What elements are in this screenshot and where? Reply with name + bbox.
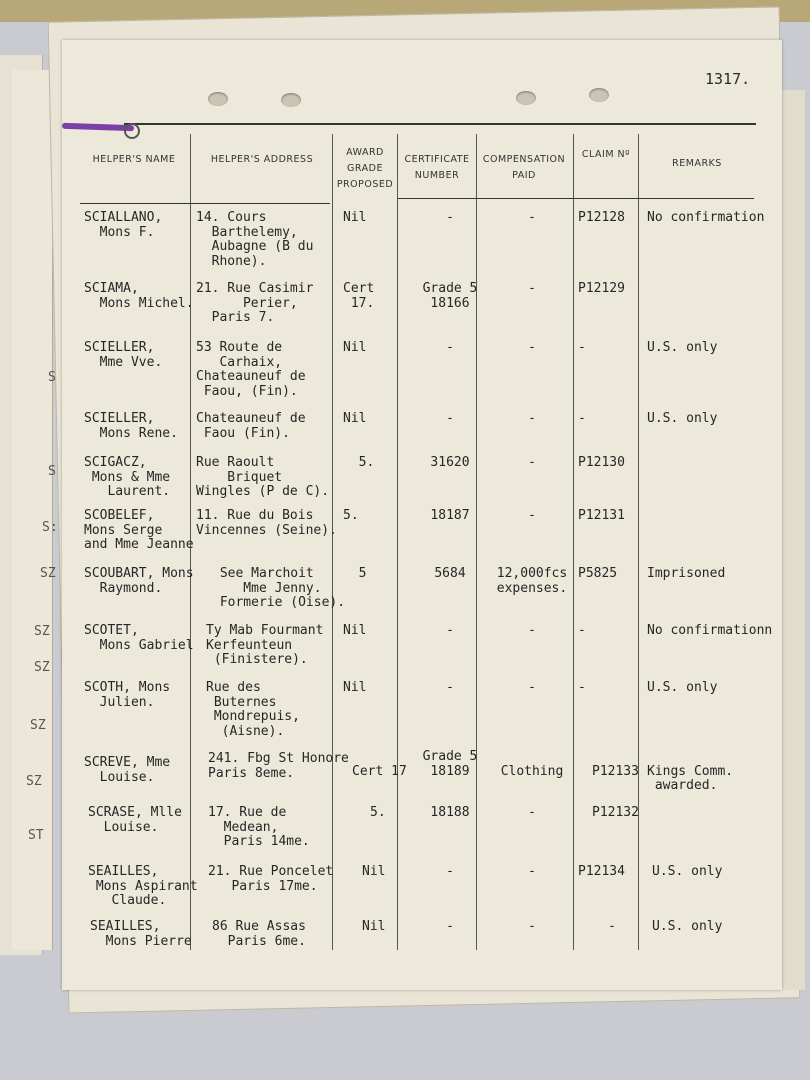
certificate-number: 18187 xyxy=(430,508,470,523)
helper-name: SCIAMA, Mons Michel. xyxy=(84,281,194,311)
margin-mark: SZ xyxy=(40,566,56,581)
certificate-number: - xyxy=(446,623,454,638)
award-grade: 5. xyxy=(343,508,359,523)
compensation-paid: - xyxy=(528,411,536,426)
compensation-paid: - xyxy=(528,455,536,470)
certificate-number: Grade 5 18189 xyxy=(422,749,478,779)
certificate-number: - xyxy=(446,210,454,225)
helper-address: 14. Cours Barthelemy, Aubagne (B du Rhone). xyxy=(196,210,314,269)
claim-number: P5825 xyxy=(578,566,618,581)
punch-hole xyxy=(589,88,609,102)
helper-address: Chateauneuf de Faou (Fin). xyxy=(196,411,306,441)
paper-stack-left-inner xyxy=(12,70,53,950)
helper-name: SEAILLES, Mons Pierre xyxy=(90,919,192,949)
helper-name: SCIELLER, Mme Vve. xyxy=(84,340,163,370)
certificate-number: - xyxy=(446,680,454,695)
helper-name: SEAILLES, Mons Aspirant Claude. xyxy=(88,864,198,908)
claim-number: P12129 xyxy=(578,281,625,296)
helper-name: SCOBELEF, Mons Serge and Mme Jeanne xyxy=(84,508,194,552)
header-compensation-paid: COMPENSATION PAID xyxy=(482,154,566,181)
certificate-number: - xyxy=(446,919,454,934)
header-remarks: REMARKS xyxy=(672,158,722,169)
compensation-paid: Clothing xyxy=(500,763,564,779)
remarks: U.S. only xyxy=(647,411,718,426)
helper-address: 21. Rue Poncelet Paris 17me. xyxy=(208,864,334,894)
header-claim-number: CLAIM Nº xyxy=(581,149,631,160)
column-divider xyxy=(397,134,398,950)
helper-name: SCRASE, Mlle Louise. xyxy=(88,805,182,835)
compensation-paid: - xyxy=(528,623,536,638)
award-grade: Nil xyxy=(343,411,367,426)
certificate-number: - xyxy=(446,411,454,426)
column-divider xyxy=(332,134,333,950)
certificate-number: 5684 xyxy=(434,566,466,581)
remarks: No confirmationn xyxy=(647,623,773,638)
helper-address: 17. Rue de Medean, Paris 14me. xyxy=(208,805,310,849)
claim-number: P12133 xyxy=(592,763,639,779)
header-underline xyxy=(398,198,754,199)
compensation-paid: - xyxy=(528,919,536,934)
certificate-number: Grade 5 18166 xyxy=(422,281,478,311)
page-number: 1317. xyxy=(705,70,751,88)
column-divider xyxy=(476,134,477,950)
award-grade: Nil xyxy=(362,919,386,934)
compensation-paid: - xyxy=(528,864,536,879)
header-helper-address: HELPER'S ADDRESS xyxy=(210,154,314,165)
header-award-grade: AWARD GRADE PROPOSED xyxy=(336,147,394,190)
margin-mark: SZ xyxy=(30,718,46,733)
remarks: U.S. only xyxy=(652,864,723,879)
column-divider xyxy=(638,134,639,950)
claim-number: - xyxy=(578,340,586,355)
margin-mark: SZ xyxy=(26,774,42,789)
header-certificate-number: CERTIFICATE NUMBER xyxy=(404,154,470,181)
punch-hole xyxy=(208,92,228,106)
remarks: U.S. only xyxy=(647,340,718,355)
certificate-number: - xyxy=(446,864,454,879)
award-grade: 5. xyxy=(343,455,375,470)
remarks: Kings Comm. awarded. xyxy=(647,763,734,793)
header-helper-name: HELPER'S NAME xyxy=(92,154,176,165)
helper-name: SCIELLER, Mons Rene. xyxy=(84,411,178,441)
helper-address: See Marchoit Mme Jenny. Formerie (Oise). xyxy=(219,566,346,610)
remarks: U.S. only xyxy=(652,919,723,934)
compensation-paid: - xyxy=(528,508,536,523)
claim-number: - xyxy=(578,680,586,695)
award-grade: Nil xyxy=(343,680,367,695)
helper-address: 86 Rue Assas Paris 6me. xyxy=(212,919,306,949)
helper-name: SCREVE, Mme Louise. xyxy=(84,755,171,785)
claim-number: - xyxy=(608,919,616,934)
binding-eyelet xyxy=(124,123,140,139)
compensation-paid: - xyxy=(528,210,536,225)
compensation-paid: - xyxy=(528,340,536,355)
award-grade: Nil xyxy=(343,340,367,355)
remarks: No confirmation xyxy=(647,210,765,225)
award-grade: Cert 17. xyxy=(343,281,375,311)
margin-mark: ST xyxy=(28,828,44,843)
claim-number: P12130 xyxy=(578,455,625,470)
helper-name: SCOTH, Mons Julien. xyxy=(84,680,171,710)
margin-mark: S xyxy=(48,464,56,479)
margin-mark: S: xyxy=(42,520,58,535)
claim-number: P12131 xyxy=(578,508,625,523)
helper-name: SCIALLANO, Mons F. xyxy=(84,210,163,240)
award-grade: Nil xyxy=(362,864,386,879)
claim-number: - xyxy=(578,411,586,426)
claim-number: P12128 xyxy=(578,210,625,225)
award-grade: Cert 17 xyxy=(352,763,407,779)
claim-number: - xyxy=(578,623,586,638)
remarks: Imprisoned xyxy=(647,566,726,581)
certificate-number: 31620 xyxy=(430,455,470,470)
helper-address: 241. Fbg St Honore Paris 8eme. xyxy=(208,751,349,781)
top-rule xyxy=(124,123,756,125)
compensation-paid: - xyxy=(528,281,536,296)
award-grade: 5 xyxy=(343,566,367,581)
claim-number: P12134 xyxy=(578,864,625,879)
helper-address: Rue des Buternes Mondrepuis, (Aisne). xyxy=(206,680,300,739)
punch-hole xyxy=(281,93,301,107)
helper-name: SCIGACZ, Mons & Mme Laurent. xyxy=(84,455,171,499)
helper-name: SCOTET, Mons Gabriel xyxy=(84,623,194,653)
certificate-number: 18188 xyxy=(430,805,470,820)
certificate-number: - xyxy=(446,340,454,355)
compensation-paid: - xyxy=(528,680,536,695)
helper-address: 21. Rue Casimir Perier, Paris 7. xyxy=(196,281,314,325)
ledger-page xyxy=(62,40,782,990)
header-underline xyxy=(80,203,330,204)
helper-address: Ty Mab Fourmant Kerfeunteun (Finistere). xyxy=(206,623,324,667)
award-grade: Nil xyxy=(343,623,367,638)
compensation-paid: 12,000fcs expenses. xyxy=(496,566,568,596)
helper-address: 53 Route de Carhaix, Chateauneuf de Faou, (Fin). xyxy=(196,340,306,399)
margin-mark: SZ xyxy=(34,624,50,639)
remarks: U.S. only xyxy=(647,680,718,695)
helper-address: 11. Rue du Bois Vincennes (Seine). xyxy=(196,508,337,538)
compensation-paid: - xyxy=(528,805,536,820)
margin-mark: SZ xyxy=(34,660,50,675)
margin-mark: S xyxy=(48,370,56,385)
column-divider xyxy=(573,134,574,950)
punch-hole xyxy=(516,91,536,105)
helper-address: Rue Raoult Briquet Wingles (P de C). xyxy=(196,455,330,499)
award-grade: Nil xyxy=(343,210,367,225)
helper-name: SCOUBART, Mons Raymond. xyxy=(84,566,194,596)
claim-number: P12132 xyxy=(592,805,639,820)
award-grade: 5. xyxy=(370,805,386,820)
